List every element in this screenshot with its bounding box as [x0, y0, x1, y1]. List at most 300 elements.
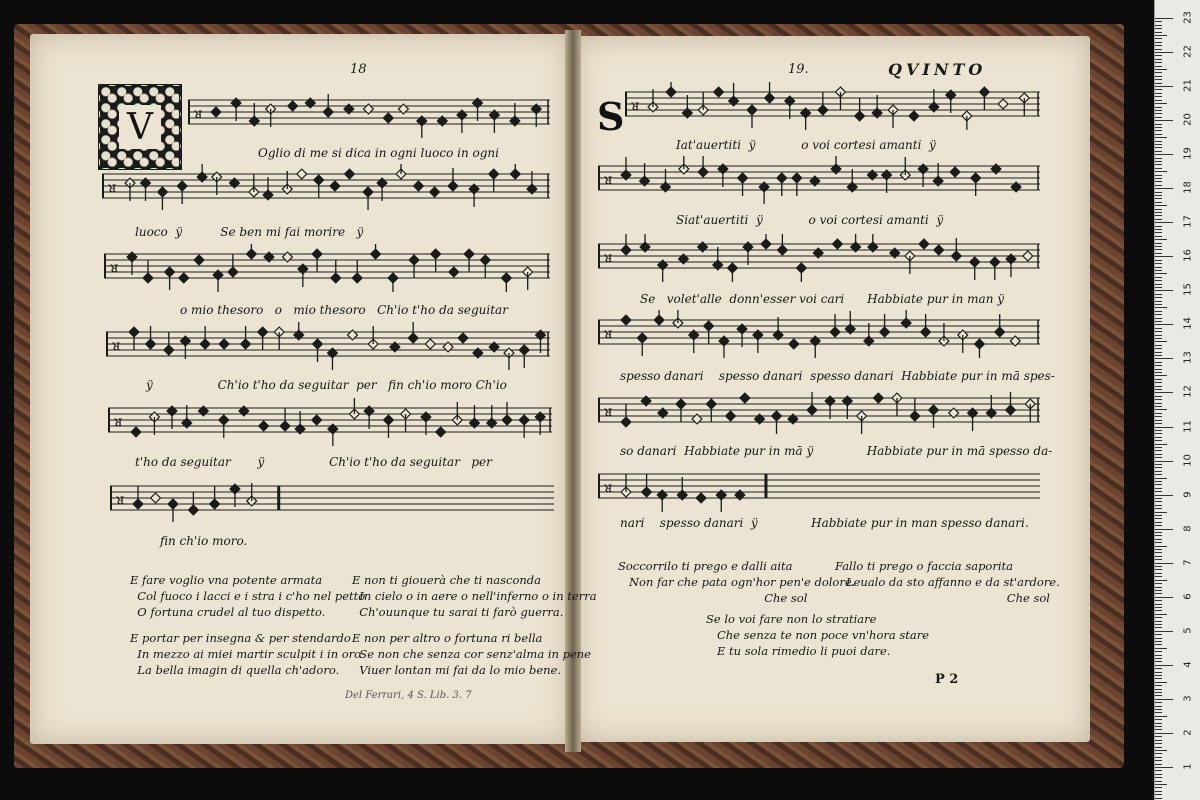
poem-line: E non per altro o fortuna ri bella — [352, 631, 543, 645]
ruler-tick — [1155, 437, 1162, 438]
initial-letter: V — [119, 105, 161, 149]
ruler-tick — [1155, 614, 1167, 615]
clef-symbol: ᴚ — [631, 98, 640, 114]
ruler-tick — [1155, 198, 1162, 199]
ruler-tick — [1155, 52, 1173, 53]
music-note — [950, 167, 960, 177]
music-note — [621, 315, 631, 325]
ruler-tick — [1155, 181, 1162, 182]
ruler-tick — [1155, 386, 1162, 387]
ruler-tick — [1155, 396, 1162, 397]
lyric-line-6: fin ch'io moro. — [160, 534, 248, 548]
ruler-tick — [1155, 321, 1162, 322]
ruler-tick — [1155, 634, 1162, 635]
clef-symbol: ᴚ — [114, 414, 123, 430]
ruler-tick — [1155, 192, 1162, 193]
poem-line: Soccorrilo ti prego e dalli aita — [618, 559, 793, 573]
lyric-line-1: Oglio di me si dica in ogni luoco in ogni — [258, 146, 499, 160]
ruler-tick — [1155, 147, 1162, 148]
ruler-tick — [1155, 549, 1162, 550]
ruler-number: 23 — [1182, 11, 1194, 24]
ruler-tick — [1155, 335, 1162, 336]
ruler-tick — [1155, 651, 1162, 652]
ruler-tick — [1155, 481, 1162, 482]
ruler-number: 6 — [1182, 593, 1194, 600]
music-note — [383, 113, 393, 123]
ruler-tick — [1155, 178, 1162, 179]
ruler-tick — [1155, 144, 1162, 145]
ruler-tick — [1155, 743, 1162, 744]
ruler-tick — [1155, 590, 1162, 591]
music-note — [131, 427, 141, 437]
ruler-tick — [1155, 569, 1162, 570]
music-note — [425, 339, 435, 349]
music-note — [288, 101, 298, 111]
ruler-tick — [1155, 120, 1173, 121]
ruler-tick — [1155, 69, 1167, 70]
music-note — [330, 181, 340, 191]
ruler-number: 12 — [1182, 385, 1194, 399]
ruler-tick — [1155, 260, 1162, 261]
left-poem-column-1 — [130, 572, 365, 678]
ruler-tick — [1155, 304, 1162, 305]
ruler-tick — [1155, 440, 1162, 441]
ruler-tick — [1155, 712, 1162, 713]
ruler-tick — [1155, 66, 1162, 67]
ruler-tick — [1155, 232, 1162, 233]
ruler-tick — [1155, 345, 1162, 346]
ruler-tick — [1155, 702, 1162, 703]
music-note — [832, 239, 842, 249]
ruler-tick — [1155, 161, 1162, 162]
ruler-tick — [1155, 433, 1162, 434]
music-staff-2 — [102, 164, 550, 212]
poem-line: In mezzo ai miei martir sculpit i in oro — [130, 647, 362, 661]
ruler-tick — [1155, 215, 1162, 216]
ruler-number: 19 — [1182, 147, 1194, 161]
poem-line: Ch'ouunque tu sarai ti farò guerra. — [352, 605, 564, 619]
ruler-tick — [1155, 454, 1162, 455]
ruler-tick — [1155, 55, 1162, 56]
ruler-tick — [1155, 604, 1162, 605]
right-poem-center — [706, 611, 929, 659]
ruler-tick — [1155, 624, 1162, 625]
ruler-tick — [1155, 631, 1173, 632]
measuring-ruler — [1154, 0, 1200, 800]
ruler-tick — [1155, 501, 1162, 502]
ruler-tick — [1155, 498, 1162, 499]
ruler-tick — [1155, 21, 1162, 22]
ruler-tick — [1155, 413, 1162, 414]
left-page-footnote: Del Ferrari, 4 S. Lib. 3. 7 — [345, 690, 472, 701]
poem-line: La bella imagin di quella ch'adoro. — [130, 663, 340, 677]
ruler-tick — [1155, 495, 1173, 496]
music-note — [436, 427, 446, 437]
ruler-tick — [1155, 409, 1167, 410]
ruler-number: 5 — [1182, 627, 1194, 634]
ruler-tick — [1155, 127, 1162, 128]
decorated-initial-v — [98, 84, 182, 170]
ruler-tick — [1155, 263, 1162, 264]
ruler-tick — [1155, 587, 1162, 588]
ruler-tick — [1155, 508, 1162, 509]
music-staff-6 — [110, 476, 554, 524]
ruler-tick — [1155, 287, 1162, 288]
poem-line: E non ti giouerà che ti nasconda — [352, 573, 541, 587]
ruler-tick — [1155, 753, 1162, 754]
ruler-tick — [1155, 672, 1162, 673]
ruler-tick — [1155, 447, 1162, 448]
ruler-tick — [1155, 597, 1173, 598]
ruler-tick — [1155, 175, 1162, 176]
ruler-tick — [1155, 83, 1162, 84]
ruler-tick — [1155, 168, 1162, 169]
ruler-tick — [1155, 798, 1162, 799]
ruler-tick — [1155, 709, 1162, 710]
ruler-tick — [1155, 491, 1162, 492]
ruler-tick — [1155, 610, 1162, 611]
left-poem-column-2 — [352, 572, 597, 678]
ruler-tick — [1155, 96, 1162, 97]
music-staff-r2 — [598, 156, 1040, 204]
ruler-tick — [1155, 226, 1162, 227]
poem-line: Non far che pata ogn'hor pen'e dolore. — [618, 575, 856, 589]
ruler-tick — [1155, 273, 1167, 274]
ruler-tick — [1155, 515, 1162, 516]
music-staff-r4 — [598, 310, 1040, 358]
ruler-tick — [1155, 113, 1162, 114]
ruler-tick — [1155, 525, 1162, 526]
ruler-tick — [1155, 638, 1162, 639]
ruler-number: 10 — [1182, 453, 1194, 467]
ruler-tick — [1155, 539, 1162, 540]
ruler-tick — [1155, 784, 1167, 785]
music-note — [312, 415, 322, 425]
ruler-tick — [1155, 427, 1173, 428]
ruler-number: 11 — [1182, 419, 1194, 433]
ruler-tick — [1155, 86, 1173, 87]
ruler-tick — [1155, 243, 1162, 244]
ruler-tick — [1155, 692, 1162, 693]
ruler-tick — [1155, 107, 1162, 108]
ruler-tick — [1155, 379, 1162, 380]
ruler-tick — [1155, 375, 1167, 376]
ruler-tick — [1155, 488, 1162, 489]
ruler-tick — [1155, 331, 1162, 332]
ruler-tick — [1155, 341, 1167, 342]
running-head: QVINTO — [888, 60, 987, 79]
ruler-tick — [1155, 301, 1162, 302]
ruler-tick — [1155, 212, 1162, 213]
ruler-tick — [1155, 787, 1162, 788]
poem-line: Che sol — [835, 591, 1050, 605]
ruler-tick — [1155, 617, 1162, 618]
ruler-tick — [1155, 382, 1162, 383]
music-staff-r6 — [598, 464, 1040, 512]
ruler-tick — [1155, 202, 1162, 203]
music-note — [909, 111, 919, 121]
ruler-tick — [1155, 365, 1162, 366]
ruler-tick — [1155, 35, 1167, 36]
ruler-tick — [1155, 284, 1162, 285]
ruler-number: 20 — [1182, 113, 1194, 126]
poem-line: Col fuoco i lacci e i stra i c'ho nel petto — [130, 589, 366, 603]
music-note — [726, 411, 736, 421]
lyric-line-r2: Siat'auertiti ÿ o voi cortesi amanti ÿ — [676, 213, 944, 227]
music-note — [1023, 251, 1033, 261]
ruler-tick — [1155, 600, 1162, 601]
ruler-tick — [1155, 32, 1162, 33]
ruler-tick — [1155, 750, 1167, 751]
poem-line: Viuer lontan mi fai da lo mio bene. — [352, 663, 562, 677]
ruler-tick — [1155, 505, 1162, 506]
ruler-tick — [1155, 522, 1162, 523]
ruler-tick — [1155, 277, 1162, 278]
lyric-line-r3: Se volet'alle donn'esser voi cari Habbiate pur in man ÿ — [640, 292, 1005, 306]
ruler-tick — [1155, 392, 1173, 393]
ruler-tick — [1155, 695, 1162, 696]
ruler-tick — [1155, 593, 1162, 594]
poem-line: Fallo ti prego o faccia saporita — [835, 559, 1014, 573]
ruler-tick — [1155, 607, 1162, 608]
ruler-tick — [1155, 267, 1162, 268]
poem-line: Se lo voi fare non lo stratiare — [706, 612, 877, 626]
ruler-tick — [1155, 484, 1162, 485]
clef-symbol: ᴚ — [110, 260, 119, 276]
music-note — [458, 333, 468, 343]
ruler-tick — [1155, 239, 1167, 240]
clef-symbol: ᴚ — [604, 250, 613, 266]
signature-mark: P 2 — [935, 672, 959, 687]
music-note — [873, 393, 883, 403]
music-note — [211, 107, 221, 117]
ruler-tick — [1155, 137, 1167, 138]
ruler-tick — [1155, 297, 1162, 298]
music-note — [430, 187, 440, 197]
ruler-tick — [1155, 556, 1162, 557]
ruler-tick — [1155, 151, 1162, 152]
ruler-tick — [1155, 93, 1162, 94]
ruler-tick — [1155, 706, 1162, 707]
music-note — [740, 393, 750, 403]
ruler-tick — [1155, 372, 1162, 373]
ruler-tick — [1155, 188, 1173, 189]
poem-line: Leualo da sto affanno e da st'ardore. — [835, 575, 1060, 589]
music-staff-4 — [106, 322, 550, 370]
ruler-tick — [1155, 474, 1162, 475]
lyric-line-r6: nari spesso danari ÿ Habbiate pur in man spesso danari. — [620, 516, 1029, 530]
ruler-tick — [1155, 542, 1162, 543]
ruler-tick — [1155, 794, 1162, 795]
ruler-tick — [1155, 270, 1162, 271]
ruler-tick — [1155, 45, 1162, 46]
ruler-tick — [1155, 314, 1162, 315]
ruler-tick — [1155, 655, 1162, 656]
ruler-tick — [1155, 134, 1162, 135]
ruler-tick — [1155, 89, 1162, 90]
ruler-tick — [1155, 28, 1162, 29]
lyric-line-5: t'ho da seguitar ÿ Ch'io t'ho da seguitar per — [135, 455, 492, 469]
music-staff-r1 — [625, 82, 1040, 130]
ruler-number: 22 — [1182, 45, 1194, 58]
ruler-tick — [1155, 25, 1162, 26]
music-note — [194, 255, 204, 265]
ruler-tick — [1155, 777, 1162, 778]
ruler-tick — [1155, 324, 1173, 325]
ruler-number: 9 — [1182, 490, 1194, 498]
ruler-tick — [1155, 103, 1167, 104]
ruler-tick — [1155, 627, 1162, 628]
ruler-tick — [1155, 171, 1167, 172]
lyric-line-r4: spesso danari spesso danari spesso danari Habbiate pur in mā spes- — [620, 369, 1055, 383]
ruler-tick — [1155, 716, 1167, 717]
ruler-tick — [1155, 369, 1162, 370]
ruler-tick — [1155, 246, 1162, 247]
ruler-tick — [1155, 726, 1162, 727]
music-note — [714, 87, 724, 97]
ruler-tick — [1155, 358, 1173, 359]
ruler-tick — [1155, 219, 1162, 220]
music-note — [919, 239, 929, 249]
clef-symbol: ᴚ — [112, 338, 121, 354]
ruler-tick — [1155, 79, 1162, 80]
initial-letter-s: S — [597, 94, 625, 139]
ruler-tick — [1155, 328, 1162, 329]
ruler-tick — [1155, 355, 1162, 356]
ruler-tick — [1155, 416, 1162, 417]
ruler-tick — [1155, 130, 1162, 131]
ruler-number: 8 — [1182, 524, 1194, 532]
poem-line: Se non che senza cor senz'alma in pene — [352, 647, 591, 661]
ruler-number: 3 — [1182, 695, 1194, 702]
ruler-tick — [1155, 760, 1162, 761]
clef-symbol: ᴚ — [604, 404, 613, 420]
music-note — [789, 339, 799, 349]
ruler-tick — [1155, 62, 1162, 63]
ruler-number: 15 — [1182, 283, 1194, 297]
ruler-tick — [1155, 49, 1162, 50]
music-staff-5 — [108, 398, 552, 446]
ruler-tick — [1155, 529, 1173, 530]
poem-line: E tu sola rimedio li puoi dare. — [706, 644, 891, 658]
ruler-tick — [1155, 209, 1162, 210]
ruler-tick — [1155, 661, 1162, 662]
ruler-tick — [1155, 205, 1167, 206]
ruler-tick — [1155, 791, 1162, 792]
ruler-tick — [1155, 689, 1162, 690]
poem-line: Che senza te non poce vn'hora stare — [706, 628, 930, 642]
ruler-tick — [1155, 253, 1162, 254]
ruler-tick — [1155, 362, 1162, 363]
ruler-tick — [1155, 678, 1162, 679]
ruler-tick — [1155, 423, 1162, 424]
ruler-number: 7 — [1182, 558, 1194, 566]
ruler-tick — [1155, 563, 1173, 564]
left-page-number: 18 — [350, 62, 367, 77]
ruler-tick — [1155, 318, 1162, 319]
ruler-tick — [1155, 461, 1173, 462]
clef-symbol: ᴚ — [604, 480, 613, 496]
ruler-tick — [1155, 729, 1162, 730]
ruler-number: 13 — [1182, 351, 1194, 365]
clef-symbol: ᴚ — [116, 492, 125, 508]
ruler-tick — [1155, 685, 1162, 686]
ruler-number: 16 — [1182, 249, 1194, 263]
music-note — [998, 99, 1008, 109]
ruler-tick — [1155, 552, 1162, 553]
lyric-line-4: ÿ Ch'io t'ho da seguitar per fin ch'io moro Ch'io — [146, 378, 507, 392]
ruler-tick — [1155, 18, 1173, 19]
ruler-tick — [1155, 256, 1173, 257]
music-note — [345, 169, 355, 179]
ruler-tick — [1155, 580, 1167, 581]
ruler-tick — [1155, 164, 1162, 165]
ruler-tick — [1155, 117, 1162, 118]
ruler-tick — [1155, 352, 1162, 353]
ruler-tick — [1155, 736, 1162, 737]
ruler-tick — [1155, 471, 1162, 472]
ruler-tick — [1155, 747, 1162, 748]
ruler-tick — [1155, 764, 1162, 765]
ruler-tick — [1155, 668, 1162, 669]
ruler-number: 14 — [1182, 317, 1194, 331]
clef-symbol: ᴚ — [604, 326, 613, 342]
ruler-tick — [1155, 774, 1162, 775]
ruler-tick — [1155, 444, 1167, 445]
music-staff-r5 — [598, 388, 1040, 436]
ruler-tick — [1155, 767, 1173, 768]
ruler-tick — [1155, 641, 1162, 642]
music-note — [179, 273, 189, 283]
clef-symbol: ᴚ — [604, 172, 613, 188]
ruler-tick — [1155, 450, 1162, 451]
ruler-tick — [1155, 518, 1162, 519]
ruler-tick — [1155, 185, 1162, 186]
ruler-tick — [1155, 76, 1162, 77]
lyric-line-r1: Iat'auertiti ÿ o voi cortesi amanti ÿ — [676, 138, 936, 152]
ruler-tick — [1155, 59, 1162, 60]
ruler-tick — [1155, 621, 1162, 622]
ruler-tick — [1155, 195, 1162, 196]
right-poem-column-1 — [618, 558, 855, 606]
music-staff-1 — [188, 90, 550, 138]
poem-line: E portar per insegna & per stendardo — [130, 631, 351, 645]
ruler-tick — [1155, 222, 1173, 223]
ruler-tick — [1155, 699, 1173, 700]
ruler-tick — [1155, 457, 1162, 458]
ruler-tick — [1155, 100, 1162, 101]
ruler-tick — [1155, 311, 1162, 312]
ruler-tick — [1155, 535, 1162, 536]
poem-line: O fortuna crudel al tuo dispetto. — [130, 605, 326, 619]
poem-line: Che sol — [618, 591, 808, 605]
ruler-tick — [1155, 348, 1162, 349]
ruler-tick — [1155, 158, 1162, 159]
ruler-tick — [1155, 38, 1162, 39]
ruler-tick — [1155, 406, 1162, 407]
ruler-tick — [1155, 42, 1162, 43]
lyric-line-r5: so danari Habbiate pur in mā ÿ Habbiate pur in mā spesso da- — [620, 444, 1053, 458]
ruler-tick — [1155, 757, 1162, 758]
ruler-number: 21 — [1182, 79, 1194, 92]
right-page-number: 19. — [788, 62, 809, 77]
lyric-line-3: o mio thesoro o mio thesoro Ch'io t'ho da seguitar — [180, 303, 508, 317]
ruler-tick — [1155, 546, 1167, 547]
poem-line — [352, 620, 597, 630]
lyric-line-2: luoco ÿ Se ben mi fai morire ÿ — [135, 225, 364, 239]
ruler-tick — [1155, 781, 1162, 782]
music-note — [151, 493, 161, 503]
